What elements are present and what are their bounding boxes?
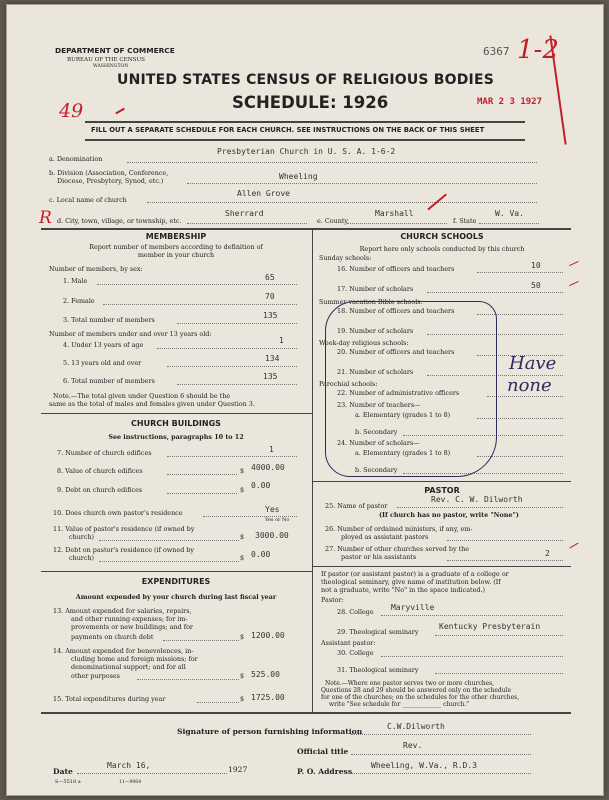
membership-heading: MEMBERSHIP	[145, 232, 207, 241]
total-expenditures-amount: 1725.00	[251, 693, 285, 702]
parochial-scholars-label: 24. Number of scholars—	[337, 439, 420, 447]
assistant-seminary-label: 31. Theological seminary	[337, 666, 419, 674]
buildings-sub: See instructions, paragraphs 10 to 12	[108, 433, 244, 441]
pastor-name-label: 25. Name of pastor	[325, 502, 388, 510]
male-value: 65	[265, 273, 275, 282]
form-title: UNITED STATES CENSUS OF RELIGIOUS BODIES	[117, 72, 495, 88]
division-label-2: Diocese, Presbytery, Synod, etc.)	[57, 177, 164, 185]
form-number: S—5518 a	[55, 779, 81, 785]
over-13-label: 5. 13 years old and over	[63, 359, 142, 367]
female-label: 2. Female	[63, 297, 95, 305]
age-breakdown-label: Number of members under and over 13 years old:	[49, 330, 212, 338]
residence-debt-dollar: $	[240, 554, 245, 562]
edifice-value-label: 8. Value of church edifices	[57, 467, 143, 475]
denomination-value: Presbyterian Church in U. S. A. 1-6-2	[217, 147, 396, 156]
pastor-note-1: Note.—Where one pastor serves two or more churches,	[325, 680, 495, 687]
male-label: 1. Male	[63, 277, 88, 285]
date-label: Date	[53, 767, 73, 776]
sunday-scholars-value: 50	[531, 281, 541, 290]
local-name-label: c. Local name of church	[49, 196, 127, 204]
members-by-sex-label: Number of members, by sex:	[49, 265, 143, 273]
edifice-debt-label: 9. Debt on church edifices	[57, 486, 143, 494]
division-value: Wheeling	[279, 172, 318, 181]
date-value: March 16,	[107, 761, 151, 770]
pastor-note-3: for one of the churches; on the schedules for the other churches,	[321, 694, 520, 701]
city-value: Sherrard	[225, 209, 264, 218]
membership-note-2: same as the total of males and females given under Question 3.	[49, 400, 255, 408]
graduate-note-2: theological seminary, give name of institution below. (If	[321, 578, 501, 586]
parochial-scholars-secondary-label: b. Secondary	[355, 466, 398, 474]
print-number: 11—9064	[119, 780, 142, 785]
pastor-seminary-value: Kentucky Presbyterain	[439, 622, 541, 631]
running-expenses-label-2: and other running expenses; for im-	[71, 615, 188, 623]
signature-label: Signature of person furnishing information	[177, 727, 363, 736]
parochial-teachers-elementary-label: a. Elementary (grades 1 to 8)	[355, 411, 451, 419]
edifice-value-amount: 4000.00	[251, 463, 285, 472]
red-check-mark	[115, 108, 124, 114]
running-expenses-amount: 1200.00	[251, 631, 285, 640]
parochial-teachers-label: 23. Number of teachers—	[337, 401, 421, 409]
schools-heading: CHURCH SCHOOLS	[400, 232, 484, 241]
ordained-ministers-label-2: ployed as assistant pastors	[341, 533, 429, 541]
pastor-college-value: Maryville	[391, 603, 435, 612]
pastor-heading: PASTOR	[424, 486, 460, 495]
owns-residence-label: 10. Does church own pastor's residence	[53, 509, 183, 517]
membership-sub-1: Report number of members according to definition of	[89, 243, 263, 251]
sunday-schools-label: Sunday schools:	[319, 254, 372, 262]
local-name-value: Allen Grove	[237, 189, 290, 198]
edifice-debt-amount: 0.00	[251, 481, 271, 490]
residence-value-label-2: church)	[69, 533, 95, 541]
handwritten-mark: 1-2	[517, 35, 559, 65]
other-churches-value: 2	[545, 549, 550, 558]
pastor-college-label: 28. College	[337, 608, 374, 616]
benevolences-dollar: $	[240, 672, 245, 680]
handwritten-r: R	[39, 208, 52, 228]
total-expenditures-dollar: $	[240, 695, 245, 703]
sunday-scholars-label: 17. Number of scholars	[337, 285, 414, 293]
residence-value-label-1: 11. Value of pastor's residence (if owned by	[53, 525, 195, 533]
pastor-none-hint: (If church has no pastor, write "None")	[379, 511, 519, 519]
benevolences-amount: 525.00	[251, 670, 280, 679]
other-churches-label-1: 27. Number of other churches served by the	[325, 545, 470, 553]
expenditures-sub: Amount expended by your church during last fiscal year	[75, 593, 277, 601]
total-members-value-q6: 135	[263, 372, 278, 381]
po-address-value: Wheeling, W.Va., R.D.3	[371, 761, 477, 770]
schools-sub: Report here only schools conducted by this church	[359, 245, 525, 253]
pastor-name-value: Rev. C. W. Dilworth	[431, 495, 523, 504]
assistant-college-label: 30. College	[337, 649, 374, 657]
parochial-schools-label: Parochial schools:	[319, 380, 378, 388]
graduate-note-1: If pastor (or assistant pastor) is a graduate of a college or	[321, 570, 509, 578]
edifice-debt-dollar: $	[240, 486, 245, 494]
division-label-1: b. Division (Association, Conference,	[49, 169, 169, 177]
census-schedule-sheet	[6, 4, 604, 796]
signature-value: C.W.Dilworth	[387, 722, 445, 731]
ordained-ministers-label-1: 26. Number of ordained ministers, if any, em-	[325, 525, 473, 533]
red-check-mark	[569, 281, 579, 286]
running-expenses-label-1: 13. Amount expended for salaries, repairs,	[53, 607, 192, 615]
assistant-pastor-subheading: Assistant pastor:	[321, 639, 376, 647]
parochial-officers-label: 22. Number of administrative officers	[337, 389, 460, 397]
pastor-note-2: Questions 28 and 29 should be answered only on the schedule	[321, 687, 512, 694]
city-label: d. City, town, village, or township, etc.	[57, 217, 182, 225]
weekday-scholars-label: 21. Number of scholars	[337, 368, 414, 376]
parochial-scholars-elementary-label: a. Elementary (grades 1 to 8)	[355, 449, 451, 457]
female-value: 70	[265, 292, 275, 301]
state-value: W. Va.	[495, 209, 524, 218]
vacation-schools-label: Summer vacation Bible schools:	[319, 298, 423, 306]
po-address-label: P. O. Address	[297, 767, 353, 776]
over-13-value: 134	[265, 354, 280, 363]
under-13-value: 1	[279, 336, 284, 345]
handwritten-have: Have	[509, 353, 557, 374]
running-expenses-dollar: $	[240, 633, 245, 641]
benevolences-label-1: 14. Amount expended for benevolences, in-	[53, 647, 194, 655]
stamp-number: 6367	[483, 45, 510, 58]
residence-debt-amount: 0.00	[251, 550, 271, 559]
owns-residence-value: Yes	[265, 505, 280, 514]
yes-or-no-hint: Yes or No	[265, 517, 290, 523]
bureau-name: BUREAU OF THE CENSUS	[67, 57, 146, 63]
schedule-title: SCHEDULE: 1926	[232, 93, 389, 112]
bureau-city: WASHINGTON	[93, 64, 129, 69]
state-label: f. State	[453, 217, 477, 225]
vacation-teachers-label: 18. Number of officers and teachers	[337, 307, 455, 315]
county-value: Marshall	[375, 209, 414, 218]
handwritten-none: none	[507, 375, 552, 396]
expenditures-heading: EXPENDITURES	[141, 577, 211, 586]
weekday-schools-label: Week-day religious schools:	[319, 339, 409, 347]
received-date-stamp: MAR 2 3 1927	[477, 97, 543, 107]
pastor-note-4: write "See schedule for _____________ church."	[329, 701, 469, 708]
denomination-label: a. Denomination	[49, 155, 103, 163]
red-check-mark	[569, 261, 579, 266]
sunday-teachers-label: 16. Number of officers and teachers	[337, 265, 455, 273]
sunday-teachers-value: 10	[531, 261, 541, 270]
total-members-value-q3: 135	[263, 311, 278, 320]
red-check-mark	[569, 543, 578, 549]
date-year: 1927	[228, 765, 248, 774]
running-expenses-label-4: payments on church debt	[71, 633, 154, 641]
graduate-note-3: not a graduate, write "No" in the space indicated.)	[321, 586, 486, 594]
residence-value-amount: 3000.00	[255, 531, 289, 540]
vacation-scholars-label: 19. Number of scholars	[337, 327, 414, 335]
under-13-label: 4. Under 13 years of age	[63, 341, 144, 349]
total-expenditures-label: 15. Total expenditures during year	[53, 695, 166, 703]
total-members-label-q3: 3. Total number of members	[63, 316, 155, 324]
edifices-label: 7. Number of church edifices	[57, 449, 152, 457]
benevolences-label-3: denominational support; and for all	[71, 663, 186, 671]
benevolences-label-4: other purposes	[71, 672, 120, 680]
official-title-value: Rev.	[403, 741, 423, 750]
weekday-teachers-label: 20. Number of officers and teachers	[337, 348, 455, 356]
department-name: DEPARTMENT OF COMMERCE	[55, 46, 175, 55]
official-title-label: Official title	[297, 747, 349, 756]
pastor-seminary-label: 29. Theological seminary	[337, 628, 419, 636]
separate-schedule-instruction: FILL OUT A SEPARATE SCHEDULE FOR EACH CHURCH. SEE INSTRUCTIONS ON THE BACK OF THIS SHEET	[91, 126, 485, 134]
parochial-teachers-secondary-label: b. Secondary	[355, 428, 398, 436]
residence-debt-label-1: 12. Debt on pastor's residence (if owned by	[53, 546, 195, 554]
other-churches-label-2: pastor or his assistants	[341, 553, 417, 561]
membership-note-1: Note.—The total given under Question 6 should be the	[53, 392, 231, 400]
membership-sub-2: member in your church	[137, 251, 215, 259]
pastor-subheading: Pastor:	[321, 596, 344, 604]
handwritten-bracket	[325, 301, 497, 477]
edifice-value-dollar: $	[240, 467, 245, 475]
edifices-value: 1	[269, 445, 274, 454]
residence-debt-label-2: church)	[69, 554, 95, 562]
handwritten-number: 49	[59, 100, 84, 122]
benevolences-label-2: cluding home and foreign missions; for	[71, 655, 198, 663]
buildings-heading: CHURCH BUILDINGS	[131, 419, 221, 428]
county-label: e. County	[317, 217, 348, 225]
total-members-label-q6: 6. Total number of members	[63, 377, 155, 385]
running-expenses-label-3: provements or new buildings; and for	[71, 623, 193, 631]
residence-value-dollar: $	[240, 533, 245, 541]
